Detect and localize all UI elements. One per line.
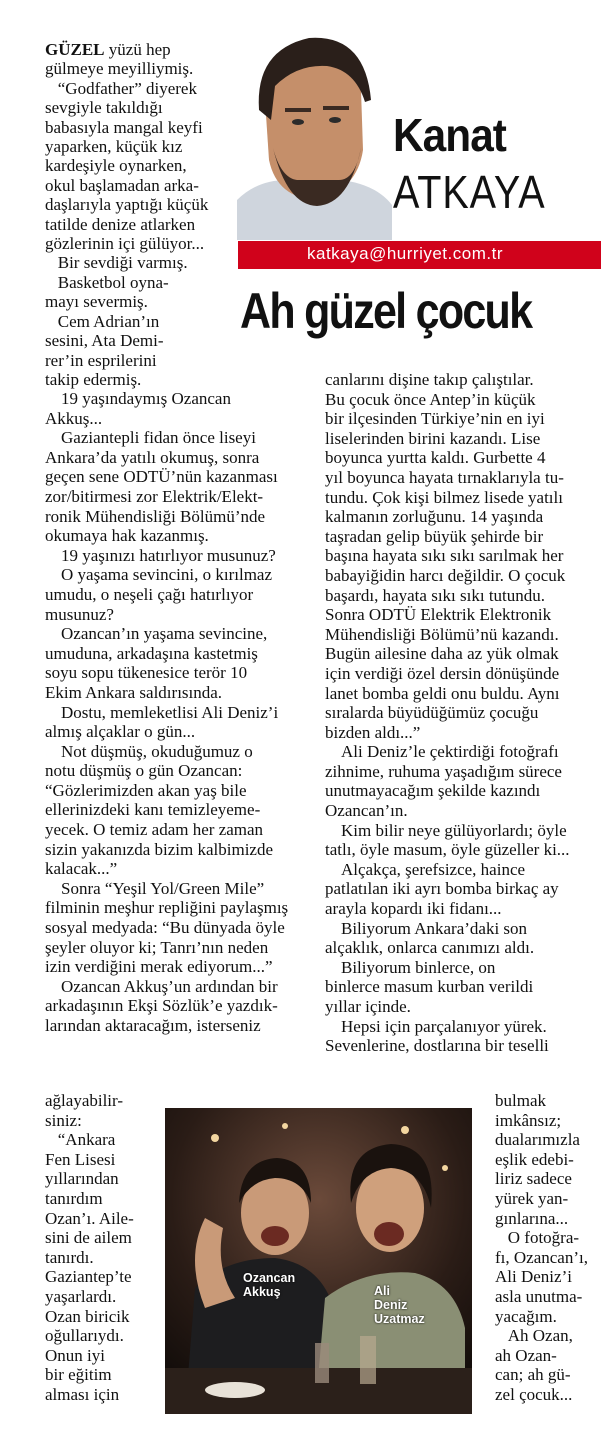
text-line: O fotoğra-	[495, 1228, 580, 1248]
text-line: “Godfather” diyerek	[45, 78, 197, 98]
text-line: bir eğitim	[45, 1365, 112, 1385]
text-line: Gaziantepli fidan önce liseyi	[61, 428, 256, 448]
text-line: babayiğidin harcı değildir. O çocuk	[325, 565, 566, 585]
text-line: Sevenlerine, dostlarına bir teselli	[325, 1036, 549, 1056]
paragraph	[325, 860, 603, 919]
text-line: Ali Deniz’i	[495, 1267, 572, 1287]
text-line: patlatılan iki ayrı bomba birkaç ay	[325, 879, 559, 899]
text-line: liriz sadece	[495, 1169, 572, 1189]
text-line: Onun iyi	[45, 1345, 105, 1365]
text-line: notu düşmüş o gün Ozancan:	[45, 761, 243, 781]
text-line: tatilde denize atlarken	[45, 214, 196, 234]
text-line: can; ah gü-	[495, 1365, 571, 1385]
text-line: daşlarıyla yaptığı küçük	[45, 195, 209, 215]
text-line: arayla kopardı iki fidanı...	[325, 899, 502, 919]
text-line: sizin yakanızda bizim kalbimizde	[45, 839, 274, 859]
text-line: tanırdı.	[45, 1247, 94, 1267]
text-line: Hepsi için parçalanıyor yürek.	[341, 1016, 547, 1036]
text-line: Bu çocuk önce Antep’in küçük	[325, 389, 536, 409]
text-line: Biliyorum binlerce, on	[341, 957, 496, 977]
text-line: sevgiyle takıldığı	[45, 98, 163, 118]
text-line: unutmayacağım şekilde kazındı	[325, 781, 541, 801]
text-line: yürek yan-	[495, 1188, 569, 1208]
text-line: bir ilçesinden Türkiye’nin en iyi	[325, 409, 545, 429]
text-line: kalmanın zorluğunu. 14 yaşında	[325, 507, 544, 527]
text-line: Alçakça, şerefsizce, haince	[341, 859, 526, 879]
text-line: sosyal medyada: “Bu dünyada öyle	[45, 918, 285, 938]
text-line: tundu. Çok kişi bilmez lisede yatılı	[325, 487, 563, 507]
text-line: umudu, o neşeli çağı hatırlıyor	[45, 584, 254, 604]
text-line: babasıyla mangal keyfi	[45, 117, 203, 137]
text-line: kardeşiyle oynarken,	[45, 156, 187, 176]
text-line: bizden aldı...”	[325, 722, 421, 742]
text-line: alçaklık, onlarca canımızı aldı.	[325, 938, 535, 958]
text-line: eşlik edebi-	[495, 1149, 574, 1169]
text-line: 19 yaşındaymış Ozancan	[61, 389, 231, 408]
column-2-narrow	[495, 1091, 605, 1405]
text-line: zor/bitirmesi zor Elektrik/Elekt-	[45, 486, 264, 506]
text-line: dualarımızla	[495, 1130, 580, 1150]
column-1-top	[45, 40, 235, 389]
text-line: yıllarından	[45, 1169, 119, 1189]
author-portrait	[237, 30, 392, 240]
paragraph	[325, 919, 603, 958]
paragraph	[325, 370, 603, 742]
paragraph	[45, 977, 313, 1036]
text-line: ronik Mühendisliği Bölümü’nde	[45, 506, 266, 526]
text-line: Ankara’da yatılı okumuş, sonra	[45, 447, 260, 467]
text-line: imkânsız;	[495, 1110, 562, 1130]
text-line: Cem Adrian’ın	[45, 311, 160, 331]
text-line: Dostu, memleketlisi Ali Deniz’i	[61, 702, 279, 722]
text-line: gözlerinin içi gülüyor...	[45, 234, 205, 254]
text-line: şeyler oluyor ki; Tanrı’nın neden	[45, 937, 269, 957]
text-line: filminin meşhur repliğini paylaşmış	[45, 898, 289, 918]
text-line: bulmak	[495, 1091, 546, 1110]
text-line: asla unutma-	[495, 1286, 583, 1306]
paragraph	[45, 703, 313, 742]
text-line: izin verdiğini merak ediyorum...”	[45, 957, 273, 977]
text-line: alması için	[45, 1384, 120, 1404]
text-line: siniz:	[45, 1110, 82, 1130]
text-line: lanet bomba geldi onu buldu. Aynı	[325, 683, 560, 703]
text-line: takip edermiş.	[45, 369, 142, 389]
text-line: canlarını dişine takıp çalıştılar.	[325, 370, 534, 389]
text-line: boyunca yurtta kaldı. Gurbette 4	[325, 448, 546, 468]
text-line: liselerinden birini kazandı. Lise	[325, 428, 541, 448]
text-line: “Gözlerimizden akan yaş bile	[45, 780, 247, 800]
text-line: için verdiği özel dersin dönüşünde	[325, 663, 560, 683]
author-last-name: ATKAYA	[393, 166, 546, 218]
text-line: yaparken, küçük kız	[45, 137, 183, 157]
text-line: GÜZEL yüzü hep	[45, 40, 171, 59]
text-line: ellerinizdeki kanı temizleyeme-	[45, 800, 261, 820]
text-line: başına hayata sıkı sıkı sarılmak her	[325, 546, 564, 566]
text-line: yacağım.	[495, 1306, 557, 1326]
author-first-name: Kanat	[393, 109, 506, 161]
paragraph	[45, 565, 313, 624]
text-line: Ozan biricik	[45, 1306, 130, 1326]
text-line: almış alçaklar o gün...	[45, 722, 196, 742]
text-line: binlerce masum kurban verildi	[325, 977, 534, 997]
text-line: yecek. O temiz adam her zaman	[45, 820, 264, 840]
text-line: Basketbol oyna-	[45, 272, 169, 292]
text-line: tanırdım	[45, 1188, 103, 1208]
text-line: Biliyorum Ankara’daki son	[341, 918, 528, 938]
column-1-narrow	[45, 1091, 163, 1405]
text-line: Bir sevdiği varmış.	[45, 253, 188, 273]
photo-caption-right: Ali Deniz Uzatmaz	[374, 1284, 425, 1326]
text-line: Bugün ailesine daha az yük olmak	[325, 644, 559, 664]
text-line: gülmeye meyilliymiş.	[45, 59, 194, 79]
paragraph	[325, 742, 603, 820]
text-line: “Ankara	[45, 1130, 116, 1150]
paragraph	[325, 821, 603, 860]
text-line: Not düşmüş, okuduğumuz o	[61, 741, 253, 761]
paragraph	[45, 546, 313, 566]
column-1-main	[45, 389, 313, 1036]
text-line: yıllar içinde.	[325, 997, 411, 1016]
text-line: soyu sopu tükenesice terör 10	[45, 663, 248, 683]
text-line: arkadaşının Ekşi Sözlük’e yazdık-	[45, 996, 278, 1016]
article-headline: Ah güzel çocuk	[240, 283, 532, 339]
text-line: zihnime, ruhuma yaşadığım sürece	[325, 761, 562, 781]
text-line: okul başlamadan arka-	[45, 175, 199, 195]
text-line: okumaya hak kazanmış.	[45, 526, 209, 546]
text-line: musunuz?	[45, 604, 114, 624]
text-line: geçen sene ODTÜ’nün kazanması	[45, 467, 278, 487]
article-photo	[165, 1108, 472, 1414]
text-line: sesini, Ata Demi-	[45, 331, 164, 351]
text-line: tatlı, öyle masum, öyle güzeller ki...	[325, 840, 570, 860]
paragraph	[325, 958, 603, 1017]
text-line: sıralarda büyüdüğümüz çocuğu	[325, 703, 539, 723]
text-line: Kim bilir neye gülüyorlardı; öyle	[341, 820, 567, 840]
text-line: Ozancan’ın.	[325, 801, 408, 821]
text-line: zel çocuk...	[495, 1384, 573, 1404]
text-line: Ali Deniz’le çektirdiği fotoğrafı	[341, 742, 559, 762]
text-line: Akkuş...	[45, 408, 103, 428]
text-line: rer’in esprilerini	[45, 350, 157, 370]
text-line: larından aktaracağım, isterseniz	[45, 1016, 261, 1035]
text-line: Mühendisliği Bölümü’nü kazandı.	[325, 624, 559, 644]
text-line: mayı severmiş.	[45, 292, 148, 312]
text-line: Sonra ODTÜ Elektrik Elektronik	[325, 605, 552, 625]
text-line: fı, Ozancan’ı,	[495, 1247, 588, 1267]
text-line: sini de ailem	[45, 1228, 132, 1248]
column-2-main	[325, 370, 603, 1056]
text-line: yıl boyunca hayata tırnaklarıyla tu-	[325, 467, 564, 487]
text-line: Sonra “Yeşil Yol/Green Mile”	[61, 878, 265, 898]
text-line: Ekim Ankara saldırısında.	[45, 682, 223, 702]
photo-caption-left: Ozancan Akkuş	[243, 1271, 296, 1299]
text-line: ah Ozan-	[495, 1345, 557, 1365]
text-line: 19 yaşınızı hatırlıyor musunuz?	[61, 545, 276, 565]
text-line: oğullarıydı.	[45, 1326, 124, 1346]
paragraph	[45, 428, 313, 546]
text-line: Ozancan Akkuş’un ardından bir	[61, 976, 278, 996]
text-line: taşradan gelip büyük şehirde bir	[325, 526, 544, 546]
paragraph	[45, 742, 313, 879]
text-line: Fen Lisesi	[45, 1149, 116, 1169]
text-line: O yaşama sevincini, o kırılmaz	[61, 565, 273, 585]
paragraph	[45, 624, 313, 702]
text-line: Ozan’ı. Aile-	[45, 1208, 134, 1228]
paragraph	[45, 389, 313, 428]
text-line: ağlayabilir-	[45, 1091, 124, 1110]
text-line: başardı, hayata sıkı sıkı tutundu.	[325, 585, 546, 605]
paragraph	[325, 1017, 603, 1056]
text-line: Ozancan’ın yaşama sevincine,	[61, 624, 268, 644]
author-email[interactable]: katkaya@hurriyet.com.tr	[307, 244, 503, 263]
text-line: gınlarına...	[495, 1208, 569, 1228]
paragraph	[45, 879, 313, 977]
text-line: umuduna, arkadaşına kastetmiş	[45, 643, 258, 663]
text-line: kalacak...”	[45, 859, 118, 879]
text-line: yaşarlardı.	[45, 1286, 117, 1306]
text-line: Ah Ozan,	[495, 1326, 573, 1346]
text-line: Gaziantep’te	[45, 1267, 132, 1287]
